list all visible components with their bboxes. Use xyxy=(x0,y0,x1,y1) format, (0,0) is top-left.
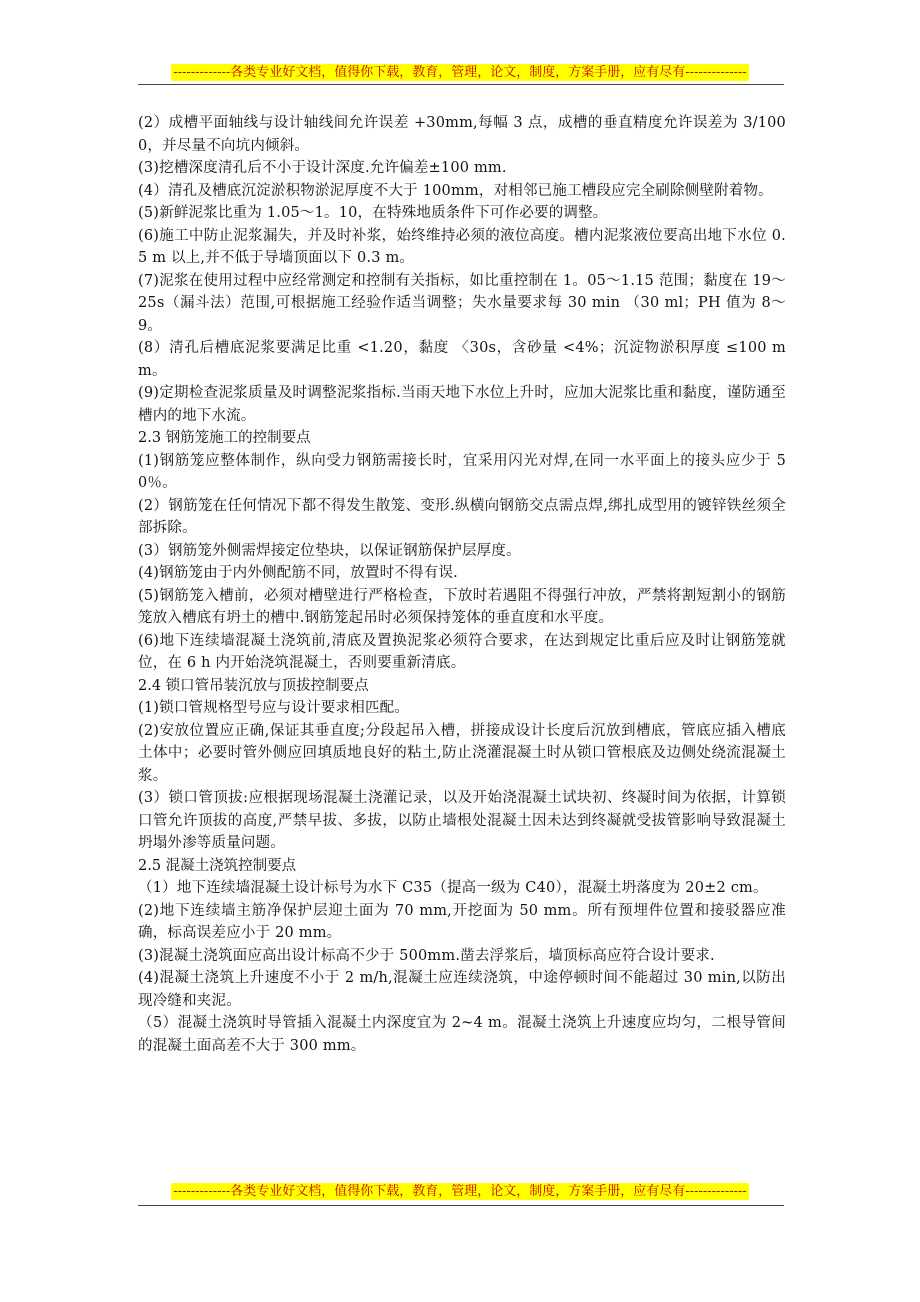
footer-banner-text: -------------各类专业好文档，值得你下载，教育，管理，论文，制度，方案手册，应有尽有-------------- xyxy=(173,1184,747,1199)
section-heading-2-4: 2.4 锁口管吊装沉放与顶拔控制要点 xyxy=(138,677,369,694)
paragraph-3-2: (3）钢筋笼外侧需焊接定位垫块，以保证钢筋保护层厚度。 xyxy=(138,542,521,559)
paragraph-3-1: (3)挖槽深度清孔后不小于设计深度.允许偏差±100 mm. xyxy=(138,160,507,176)
paragraph-5-2: (5)钢筋笼入槽前，必须对槽壁进行严格检查，下放时若遇阻不得强行冲放，严禁将割短割小的钢筋笼放入槽底有坍土的槽中.钢筋笼起吊时必须保持笼体的垂直度和水平度。 xyxy=(138,587,786,626)
paragraph-3-3: (3）锁口管顶拔:应根据现场混凝土浇灌记录，以及开始浇混凝土试块初、终凝时间为依据，计算锁口管允许顶拔的高度,严禁早拔、多拔，以防止墙根处混凝土因未达到终凝就受拔管影响导致混凝土坍塌外渗等质量问题。 xyxy=(138,790,786,851)
document-body xyxy=(138,112,786,1057)
paragraph-1-4: （1）地下连续墙混凝土设计标号为水下 C35（提高一级为 C40），混凝土坍落度为 20±2 cm。 xyxy=(138,880,768,896)
footer-divider xyxy=(138,1205,784,1206)
paragraph-5-1: (5)新鲜泥浆比重为 1.05～1。10，在特殊地质条件下可作必要的调整。 xyxy=(138,205,608,221)
header-divider xyxy=(138,84,784,85)
paragraph-4-1: (4）清孔及槽底沉淀淤积物淤泥厚度不大于 100mm，对相邻已施工槽段应完全刷除侧壁附着物。 xyxy=(138,182,773,199)
footer-banner xyxy=(140,1183,780,1201)
paragraph-2-2: (2）钢筋笼在任何情况下都不得发生散笼、变形.纵横向钢筋交点需点焊,绑扎成型用的镀锌铁丝须全部拆除。 xyxy=(138,497,786,536)
paragraph-2-3: (2)安放位置应正确,保证其垂直度;分段起吊入槽，拼接成设计长度后沉放到槽底，管底应插入槽底土体中；必要时管外侧应回填质地良好的粘土,防止浇灌混凝土时从锁口管根底及边侧处绕流混凝土浆。 xyxy=(138,722,786,784)
section-heading-2-3: 2.3 钢筋笼施工的控制要点 xyxy=(138,430,311,446)
paragraph-7-1: (7)泥浆在使用过程中应经常测定和控制有关指标，如比重控制在 1。05～1.15 范围；黏度在 19～25s（漏斗法）范围,可根据施工经验作适当调整；失水量要求每 30 min （30 ml；PH 值为 8～9。 xyxy=(138,272,786,334)
paragraph-4-2: (4)钢筋笼由于内外侧配筋不同，放置时不得有误. xyxy=(138,565,458,581)
paragraph-1-2: (1)钢筋笼应整体制作，纵向受力钢筋需接长时，宜采用闪光对焊,在同一水平面上的接头应少于 50％。 xyxy=(138,452,786,491)
paragraph-2-1: (2）成槽平面轴线与设计轴线间允许误差 +30mm,每幅 3 点，成槽的垂直精度允许误差为 3/1000，并尽量不向坑内倾斜。 xyxy=(138,115,786,154)
paragraph-8-1: (8）清孔后槽底泥浆要满足比重 <1.20，黏度 〈30s，含砂量 <4%；沉淀物淤积厚度 ≤100 mm。 xyxy=(138,340,786,379)
paragraph-1-3: (1)锁口管规格型号应与设计要求相匹配。 xyxy=(138,700,410,716)
paragraph-6-1: (6)施工中防止泥浆漏失，并及时补浆，始终维持必须的液位高度。槽内泥浆液位要高出地下水位 0.5 m 以上,并不低于导墙顶面以下 0.3 m。 xyxy=(138,227,786,266)
paragraph-3-4: (3)混凝土浇筑面应高出设计标高不少于 500mm.凿去浮浆后，墙顶标高应符合设计要求. xyxy=(138,947,715,964)
paragraph-5-4: （5）混凝土浇筑时导管插入混凝土内深度宜为 2~4 m。混凝土浇筑上升速度应均匀，二根导管间的混凝土面高差不大于 300 mm。 xyxy=(138,1015,786,1054)
header-banner-text: -------------各类专业好文档，值得你下载，教育，管理，论文，制度，方案手册，应有尽有-------------- xyxy=(173,65,747,80)
paragraph-4-4: (4)混凝土浇筑上升速度不小于 2 m/h,混凝土应连续浇筑，中途停顿时间不能超过 30 min,以防出现冷缝和夹泥。 xyxy=(138,970,786,1009)
header-banner xyxy=(140,64,780,82)
paragraph-9-1: (9)定期检查泥浆质量及时调整泥浆指标.当雨天地下水位上升时，应加大泥浆比重和黏度，谨防通至槽内的地下水流。 xyxy=(138,385,786,424)
paragraph-2-4: (2)地下连续墙主筋净保护层迎土面为 70 mm,开挖面为 50 mm。所有预埋件位置和接驳器应准确，标高误差应小于 20 mm。 xyxy=(138,902,786,941)
section-heading-2-5: 2.5 混凝土浇筑控制要点 xyxy=(138,857,297,874)
paragraph-6-2: (6)地下连续墙混凝土浇筑前,清底及置换泥浆必须符合要求，在达到规定比重后应及时让钢筋笼就位，在 6 h 内开始浇筑混凝土，否则要重新清底。 xyxy=(138,632,786,671)
